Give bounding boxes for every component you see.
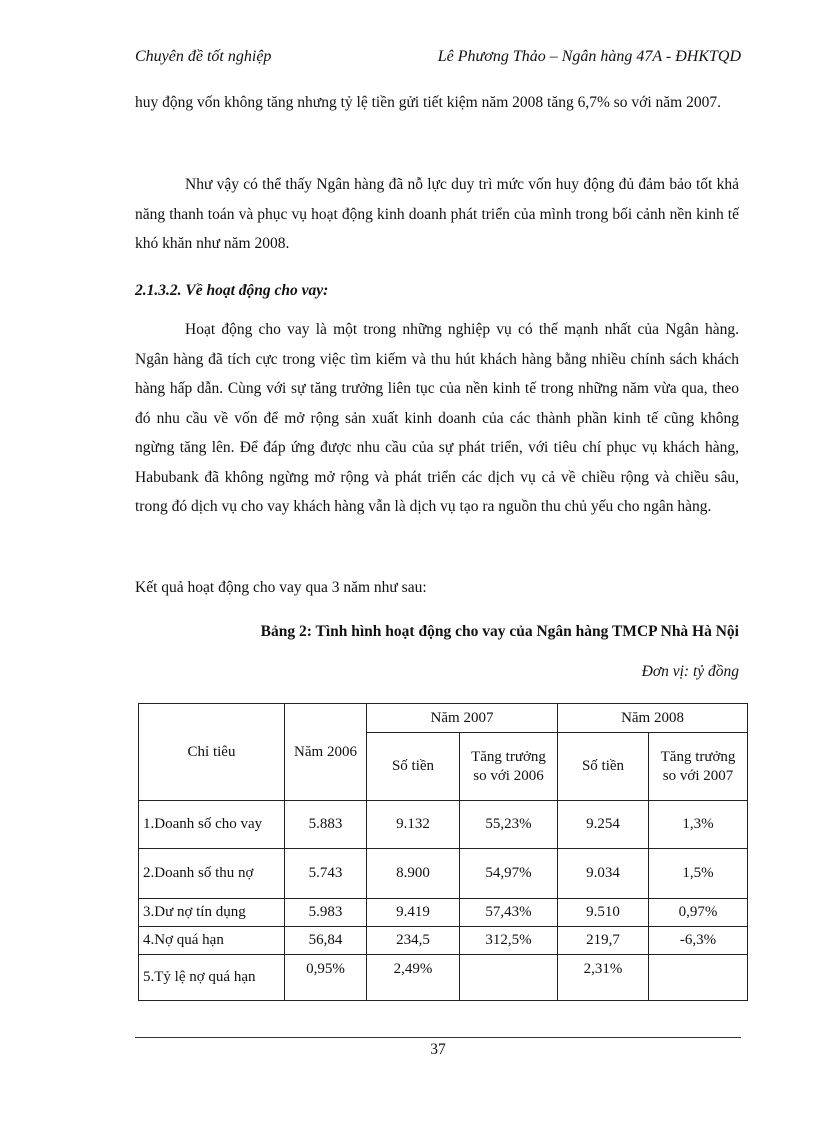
cell-2007-amount: 234,5 xyxy=(367,927,460,955)
cell-2007-growth: 55,23% xyxy=(460,801,558,849)
cell-2007-growth: 57,43% xyxy=(460,899,558,927)
table-caption: Bảng 2: Tình hình hoạt động cho vay của Ngân hàng TMCP Nhà Hà Nội xyxy=(260,623,739,640)
cell-2008-growth: -6,3% xyxy=(649,927,748,955)
cell-2007-amount: 8.900 xyxy=(367,849,460,899)
header-year-2007: Năm 2007 xyxy=(367,704,558,733)
cell-2006: 5.883 xyxy=(285,801,367,849)
header-year-2006: Năm 2006 xyxy=(285,704,367,801)
cell-2007-growth: 54,97% xyxy=(460,849,558,899)
table-row xyxy=(139,801,748,849)
cell-2008-amount: 9.034 xyxy=(558,849,649,899)
cell-2006: 5.983 xyxy=(285,899,367,927)
cell-2006: 0,95% xyxy=(285,955,367,1001)
cell-2006: 56,84 xyxy=(285,927,367,955)
cell-2008-growth: 1,3% xyxy=(649,801,748,849)
row-label: 4.Nợ quá hạn xyxy=(139,927,285,955)
paragraph-3: Hoạt động cho vay là một trong những nghiệp vụ có thế mạnh nhất của Ngân hàng. Ngân hàng đã tích cực trong việc tìm kiếm và thu hút khách hàng bằng nhiều chính sách khách hàng hấp dẫn. Cùng với sự tăng trưởng liên tục của nền kinh tế trong những năm vừa qua, theo đó nhu cầu về vốn để mở rộng sản xuất kinh doanh của các thành phần kinh tế cũng không ngừng tăng lên. Để đáp ứng được nhu cầu của sự phát triển, với tiêu chí phục vụ khách hàng, Habubank đã không ngừng mở rộng và phát triển các dịch vụ cả về chiều rộng và chiều sâu, trong đó dịch vụ cho vay khách hàng vẫn là dịch vụ tạo ra nguồn thu chủ yếu cho ngân hàng. xyxy=(135,321,739,515)
cell-2008-amount: 9.254 xyxy=(558,801,649,849)
table-row xyxy=(139,899,748,927)
header-amount-2008: Số tiền xyxy=(558,733,649,801)
header-indicator: Chỉ tiêu xyxy=(139,704,285,801)
row-label: 3.Dư nợ tín dụng xyxy=(139,899,285,927)
cell-2008-growth xyxy=(649,955,748,1001)
cell-2008-growth: 1,5% xyxy=(649,849,748,899)
cell-2007-amount: 9.132 xyxy=(367,801,460,849)
table-row xyxy=(139,955,748,1001)
section-heading: 2.1.3.2. Về hoạt động cho vay: xyxy=(135,282,329,299)
cell-2007-amount: 2,49% xyxy=(367,955,460,1001)
row-label: 1.Doanh số cho vay xyxy=(139,801,285,849)
table-row xyxy=(139,927,748,955)
table-unit: Đơn vị: tỷ đồng xyxy=(641,663,739,680)
page-number: 37 xyxy=(430,1041,446,1058)
paragraph-2: Như vậy có thể thấy Ngân hàng đã nỗ lực duy trì mức vốn huy động đủ đảm bảo tốt khả năng thanh toán và phục vụ hoạt động kinh doanh phát triển của mình trong bối cảnh nền kinh tế khó khăn như năm 2008. xyxy=(135,176,739,252)
row-label: 2.Doanh số thu nợ xyxy=(139,849,285,899)
cell-2007-growth xyxy=(460,955,558,1001)
header-amount-2007: Số tiền xyxy=(367,733,460,801)
header-growth-2007: Tăng trưởng so với 2006 xyxy=(460,733,558,801)
cell-2008-amount: 219,7 xyxy=(558,927,649,955)
loan-activity-table xyxy=(138,703,748,1001)
table-row xyxy=(139,849,748,899)
cell-2007-growth: 312,5% xyxy=(460,927,558,955)
row-label: 5.Tỷ lệ nợ quá hạn xyxy=(139,955,285,1001)
cell-2008-growth: 0,97% xyxy=(649,899,748,927)
running-header xyxy=(135,48,741,66)
cell-2006: 5.743 xyxy=(285,849,367,899)
header-growth-2008: Tăng trưởng so với 2007 xyxy=(649,733,748,801)
cell-2008-amount: 2,31% xyxy=(558,955,649,1001)
footer-rule xyxy=(135,1037,741,1038)
header-right: Lê Phương Thảo – Ngân hàng 47A - ĐHKTQD xyxy=(437,48,741,65)
header-year-2008: Năm 2008 xyxy=(558,704,748,733)
cell-2008-amount: 9.510 xyxy=(558,899,649,927)
paragraph-4: Kết quả hoạt động cho vay qua 3 năm như sau: xyxy=(135,579,427,596)
cell-2007-amount: 9.419 xyxy=(367,899,460,927)
paragraph-1: huy động vốn không tăng nhưng tỷ lệ tiền gửi tiết kiệm năm 2008 tăng 6,7% so với năm 2007. xyxy=(135,94,721,111)
header-left: Chuyên đề tốt nghiệp xyxy=(135,48,272,65)
